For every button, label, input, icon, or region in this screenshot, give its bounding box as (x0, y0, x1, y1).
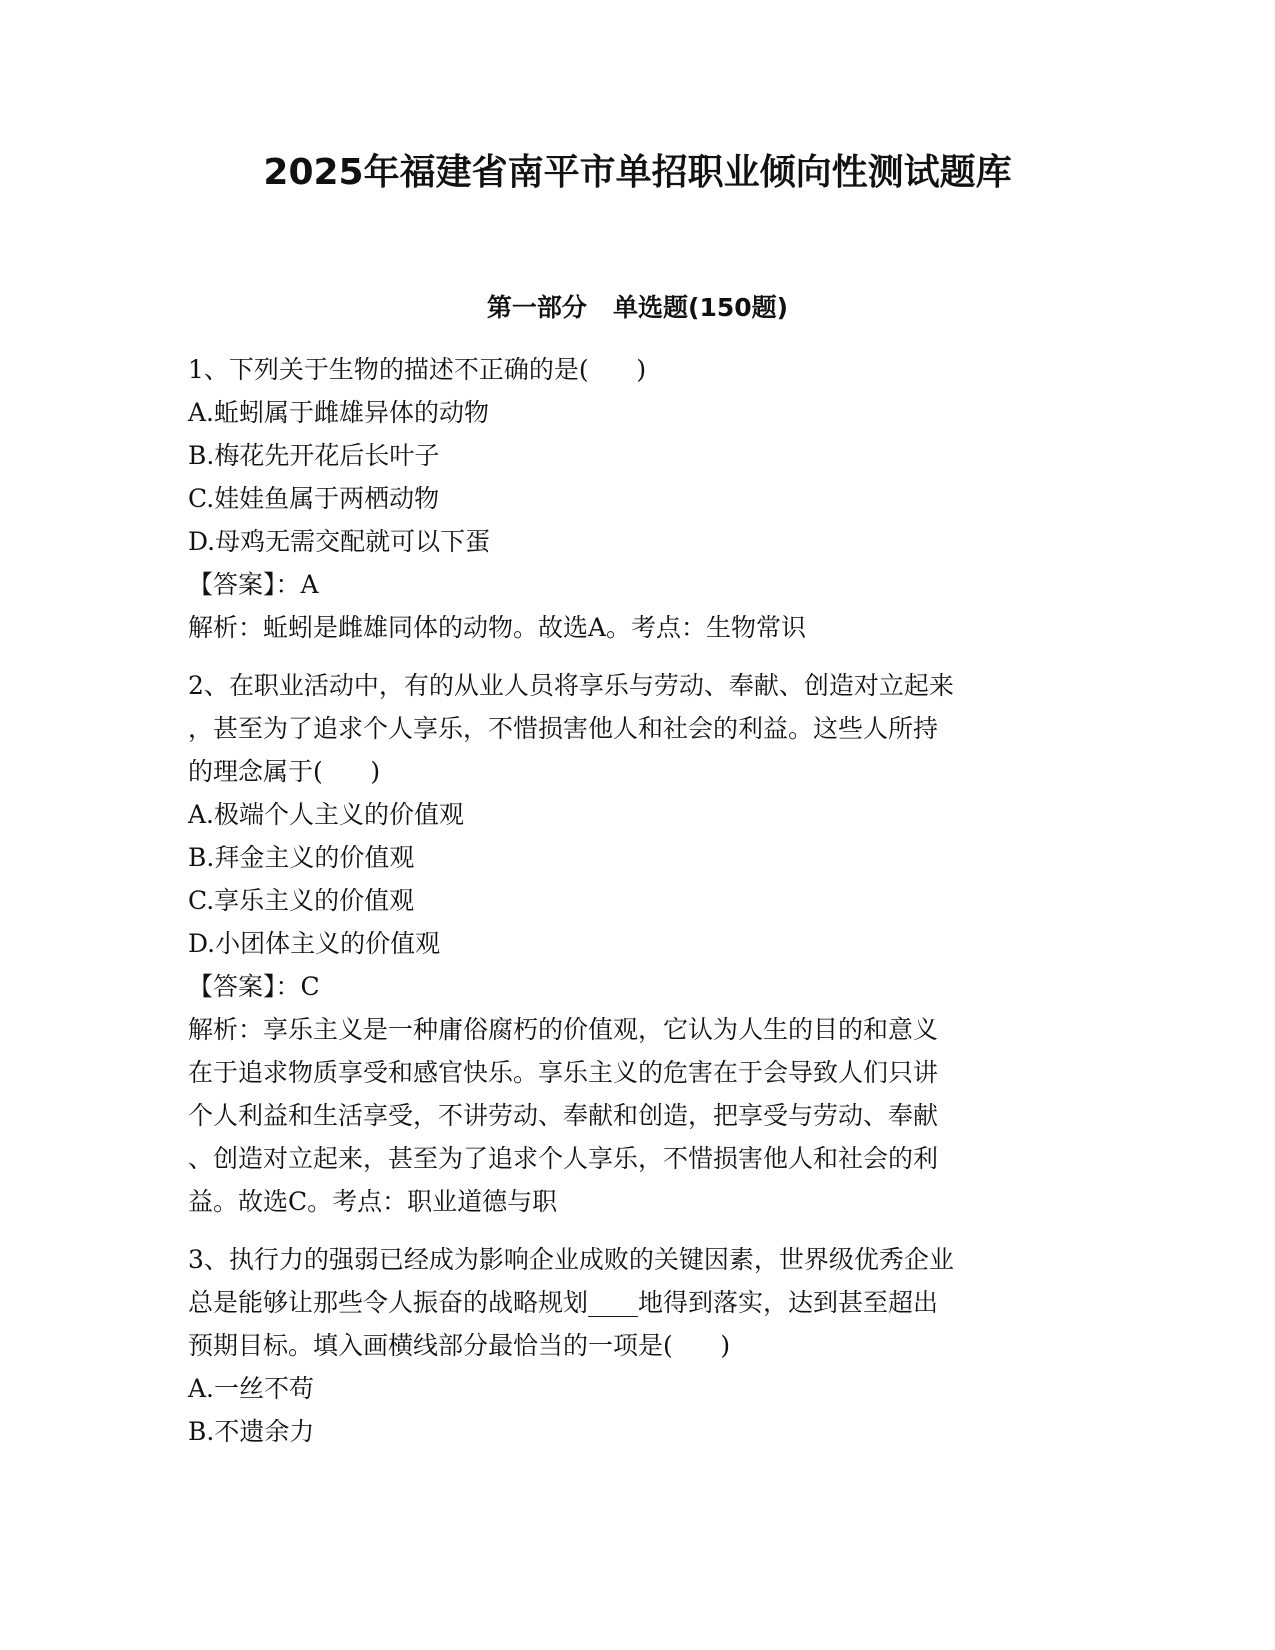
answer-option: C.享乐主义的价值观 (188, 886, 415, 915)
question-list (188, 348, 1078, 1468)
question-stem-line: 1、下列关于生物的描述不正确的是( ) (188, 355, 647, 384)
question-stem-line: 2、在职业活动中，有的从业人员将享乐与劳动、奉献、创造对立起来 (188, 671, 954, 700)
section-title: 第一部分 单选题(150题) (486, 293, 789, 322)
question-2 (188, 664, 1078, 1223)
question-3 (188, 1238, 1078, 1453)
answer-option: B.不遗余力 (188, 1417, 315, 1446)
question-stem-line: 的理念属于( ) (188, 757, 381, 786)
answer-option: A.极端个人主义的价值观 (188, 800, 465, 829)
answer-option: A.一丝不苟 (188, 1374, 315, 1403)
question-stem-line: 3、执行力的强弱已经成为影响企业成败的关键因素，世界级优秀企业 (188, 1245, 954, 1274)
answer-key: 【答案】：C (188, 972, 320, 1001)
answer-option: B.梅花先开花后长叶子 (188, 441, 440, 470)
question-stem-line: 预期目标。填入画横线部分最恰当的一项是( ) (188, 1331, 731, 1360)
analysis-line: 益。故选C。考点：职业道德与职 (188, 1187, 558, 1216)
analysis-line: 在于追求物质享受和感官快乐。享乐主义的危害在于会导致人们只讲 (188, 1058, 939, 1087)
question-stem-line: ，甚至为了追求个人享乐，不惜损害他人和社会的利益。这些人所持 (188, 714, 939, 743)
answer-option: A.蚯蚓属于雌雄异体的动物 (188, 398, 490, 427)
analysis-line: 解析：享乐主义是一种庸俗腐朽的价值观，它认为人生的目的和意义 (188, 1015, 939, 1044)
analysis-line: 个人利益和生活享受，不讲劳动、奉献和创造，把享受与劳动、奉献 (188, 1101, 939, 1130)
analysis-line: 、创造对立起来，甚至为了追求个人享乐，不惜损害他人和社会的利 (188, 1144, 939, 1173)
document-title: 2025年福建省南平市单招职业倾向性测试题库 (263, 152, 1012, 193)
question-1 (188, 348, 1078, 649)
question-stem-line: 总是能够让那些令人振奋的战略规划____地得到落实，达到甚至超出 (188, 1288, 939, 1317)
analysis-line: 解析：蚯蚓是雌雄同体的动物。故选A。考点：生物常识 (188, 613, 807, 642)
answer-option: C.娃娃鱼属于两栖动物 (188, 484, 440, 513)
answer-option: B.拜金主义的价值观 (188, 843, 415, 872)
answer-key: 【答案】：A (188, 570, 319, 599)
answer-option: D.母鸡无需交配就可以下蛋 (188, 527, 491, 556)
answer-option: D.小团体主义的价值观 (188, 929, 441, 958)
